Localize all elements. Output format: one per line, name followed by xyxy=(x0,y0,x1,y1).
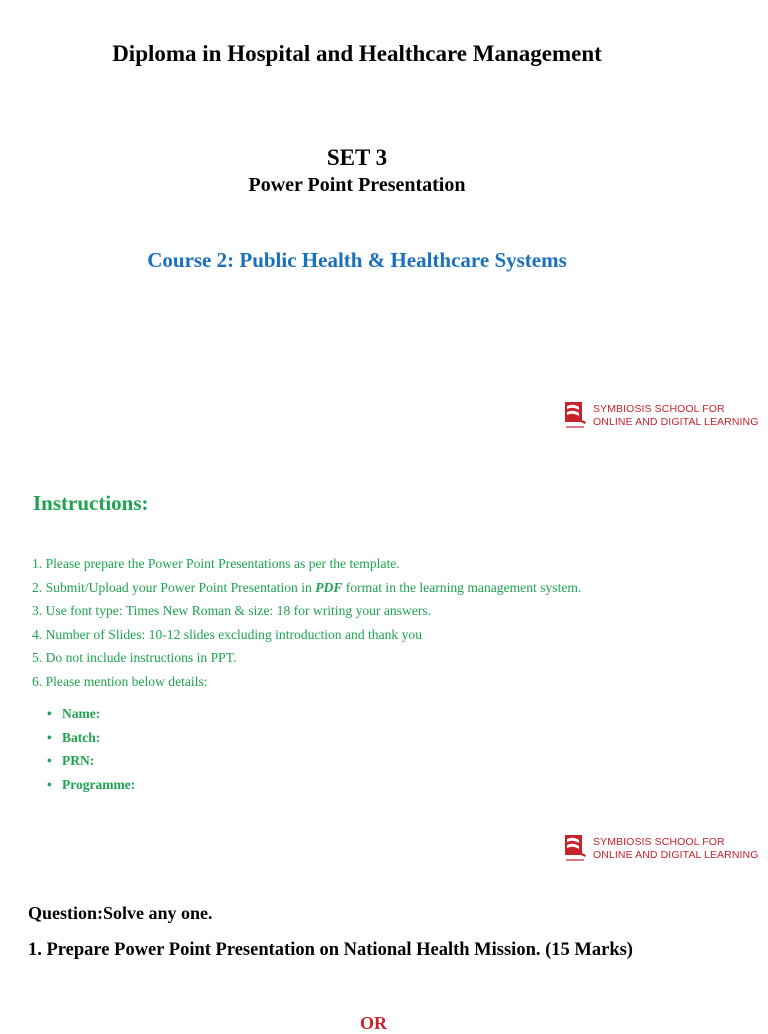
detail-item xyxy=(47,704,135,728)
logo-line-1: SYMBIOSIS SCHOOL FOR xyxy=(593,836,725,848)
detail-item xyxy=(47,775,135,799)
instructions-heading: Instructions: xyxy=(33,491,149,515)
pdf-emphasis: PDF xyxy=(315,579,343,595)
symbiosis-logo xyxy=(564,834,759,864)
bullet-icon: • xyxy=(47,729,52,745)
or-separator: OR xyxy=(360,1013,387,1033)
document-title: Diploma in Hospital and Healthcare Management xyxy=(112,41,602,66)
symbiosis-emblem-icon xyxy=(564,834,588,864)
detail-item xyxy=(47,751,135,775)
detail-item xyxy=(47,728,135,752)
assignment-type: Power Point Presentation xyxy=(248,174,466,196)
logo-line-2: ONLINE AND DIGITAL LEARNING xyxy=(593,849,759,861)
symbiosis-emblem-icon xyxy=(564,401,588,431)
instruction-item: 1. Please prepare the Power Point Presentations as per the template. xyxy=(32,556,400,571)
instruction-item: 5. Do not include instructions in PPT. xyxy=(32,650,237,666)
question-heading: Question:Solve any one. xyxy=(28,903,213,923)
logo-line-1: SYMBIOSIS SCHOOL FOR xyxy=(593,403,725,415)
instruction-item xyxy=(32,578,581,602)
details-list xyxy=(47,704,135,798)
detail-label: Name: xyxy=(62,706,101,721)
detail-label: PRN: xyxy=(62,753,95,769)
bullet-icon: • xyxy=(47,776,52,792)
instruction-text: 2. Submit/Upload your Power Point Presentation in xyxy=(32,579,312,595)
question-1: 1. Prepare Power Point Presentation on National Health Mission. (15 Marks) xyxy=(28,940,633,960)
bullet-icon: • xyxy=(47,706,52,721)
bullet-icon: • xyxy=(47,753,52,769)
course-title: Course 2: Public Health & Healthcare Systems xyxy=(147,248,567,272)
instruction-item: 3. Use font type: Times New Roman & size: 18 for writing your answers. xyxy=(32,603,432,619)
set-number: SET 3 xyxy=(326,145,388,170)
symbiosis-logo xyxy=(564,401,759,431)
instruction-item: 4. Number of Slides: 10-12 slides excluding introduction and thank you xyxy=(32,626,423,642)
instructions-list xyxy=(32,554,581,696)
instruction-item: 6. Please mention below details: xyxy=(32,673,208,689)
instruction-text: format in the learning management system. xyxy=(345,579,582,595)
detail-label: Batch: xyxy=(62,729,101,745)
logo-line-2: ONLINE AND DIGITAL LEARNING xyxy=(593,416,759,428)
detail-label: Programme: xyxy=(62,776,136,792)
